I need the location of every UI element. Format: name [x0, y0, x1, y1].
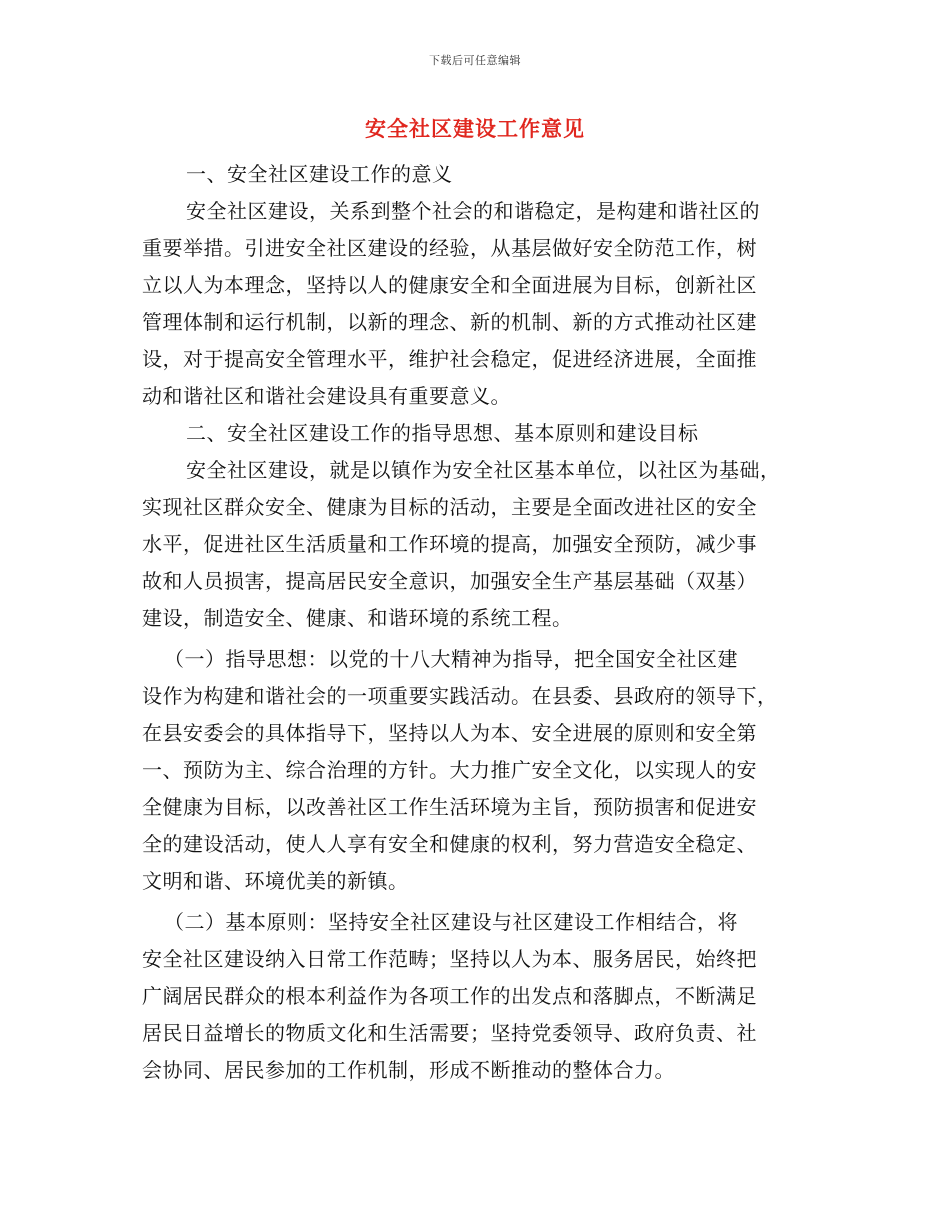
subsection-basic-principles: （二）基本原则：坚持安全社区建设与社区建设工作相结合，将	[164, 910, 738, 934]
section-heading-1: 一、安全社区建设工作的意义	[186, 162, 453, 186]
paragraph-line: 设，对于提高安全管理水平，维护社会稳定，促进经济进展，全面推	[142, 347, 757, 371]
paragraph-line: 全的建设活动，使人人享有安全和健康的权利，努力营造安全稳定、	[142, 832, 757, 856]
paragraph-line: 居民日益增长的物质文化和生活需要；坚持党委领导、政府负责、社	[142, 1021, 757, 1045]
paragraph-line: 设作为构建和谐社会的一项重要实践活动。在县委、县政府的领导下，	[142, 684, 778, 708]
paragraph-line: 动和谐社区和谐社会建设具有重要意义。	[142, 384, 511, 408]
paragraph-line: 广阔居民群众的根本利益作为各项工作的出发点和落脚点，不断满足	[142, 984, 757, 1008]
paragraph-line: 实现社区群众安全、健康为目标的活动，主要是全面改进社区的安全	[142, 495, 757, 519]
paragraph-line: 安全社区建设，就是以镇作为安全社区基本单位，以社区为基础，	[186, 458, 781, 482]
paragraph-line: 重要举措。引进安全社区建设的经验，从基层做好安全防范工作，树	[142, 236, 757, 260]
paragraph-line: 安全社区建设，关系到整个社会的和谐稳定，是构建和谐社区的	[186, 199, 760, 223]
document-body	[142, 156, 807, 1089]
page-header-note: 下载后可任意编辑	[429, 54, 521, 67]
paragraph-line: 全健康为目标，以改善社区工作生活环境为主旨，预防损害和促进安	[142, 795, 757, 819]
paragraph-line: 文明和谐、环境优美的新镇。	[142, 869, 409, 893]
paragraph-line: 建设，制造安全、健康、和谐环境的系统工程。	[142, 606, 573, 630]
subsection-guiding-ideology: （一）指导思想：以党的十八大精神为指导，把全国安全社区建	[164, 647, 738, 671]
paragraph-line: 水平，促进社区生活质量和工作环境的提高，加强安全预防，减少事	[142, 532, 757, 556]
paragraph-line: 故和人员损害，提高居民安全意识，加强安全生产基层基础（双基）	[142, 569, 757, 593]
document-title: 安全社区建设工作意见	[365, 116, 585, 141]
paragraph-line: 管理体制和运行机制，以新的理念、新的机制、新的方式推动社区建	[142, 310, 757, 334]
paragraph-line: 安全社区建设纳入日常工作范畴；坚持以人为本、服务居民，始终把	[142, 947, 757, 971]
paragraph-line: 立以人为本理念，坚持以人的健康安全和全面进展为目标，创新社区	[142, 273, 757, 297]
paragraph-line: 会协同、居民参加的工作机制，形成不断推动的整体合力。	[142, 1058, 675, 1082]
paragraph-line: 在县安委会的具体指导下，坚持以人为本、安全进展的原则和安全第	[142, 721, 757, 745]
paragraph-line: 一、预防为主、综合治理的方针。大力推广安全文化，以实现人的安	[142, 758, 757, 782]
section-heading-2: 二、安全社区建设工作的指导思想、基本原则和建设目标	[186, 421, 699, 445]
